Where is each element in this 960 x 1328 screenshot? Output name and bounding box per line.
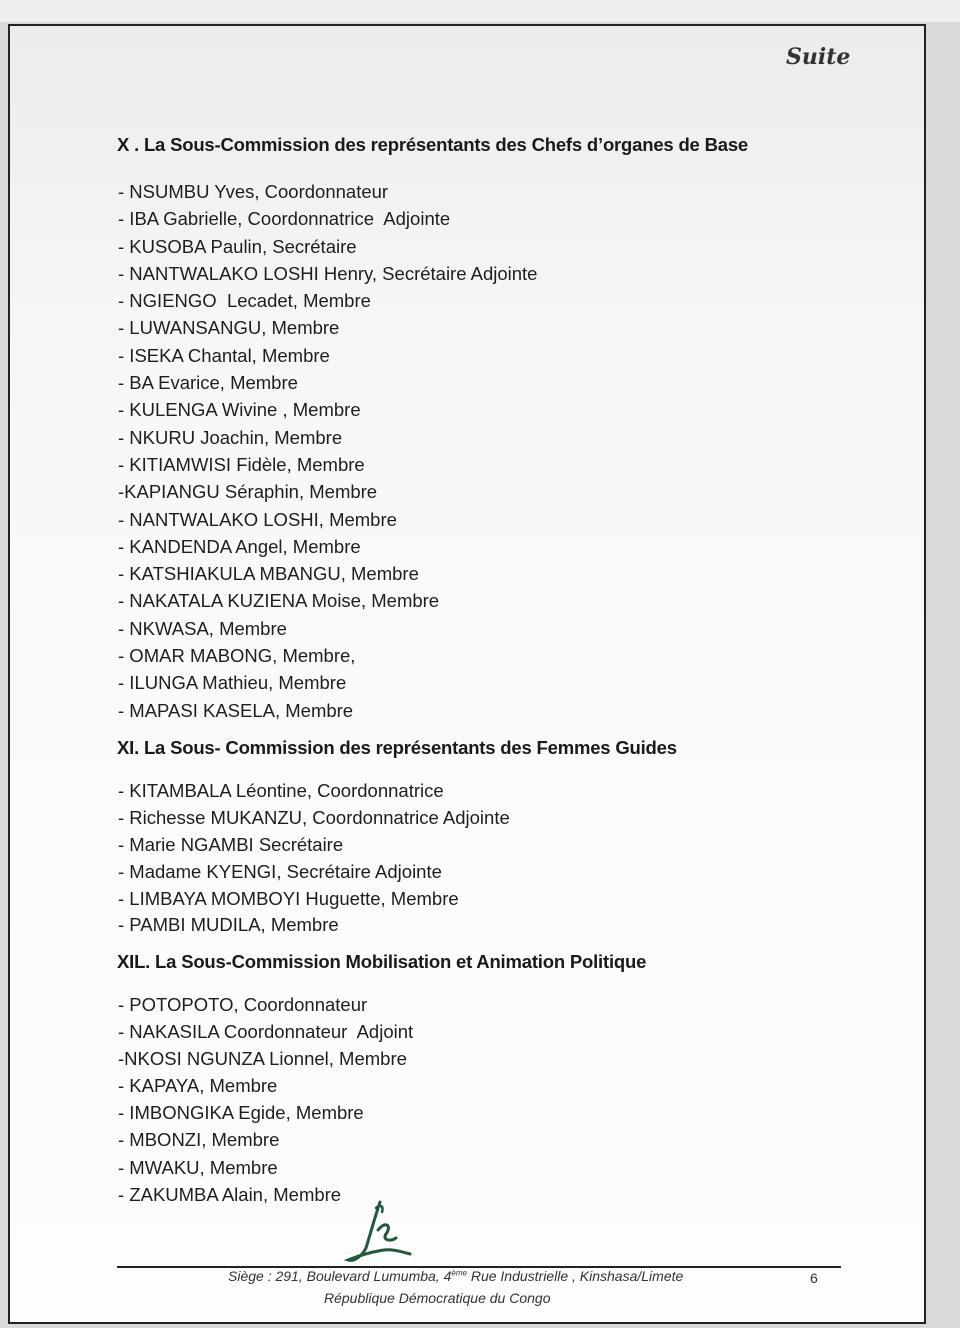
page-number: 6 xyxy=(810,1270,818,1286)
member-entry: - IBA Gabrielle, Coordonnatrice Adjointe xyxy=(118,208,451,230)
footer-country: République Démocratique du Congo xyxy=(324,1290,551,1306)
member-entry: - LUWANSANGU, Membre xyxy=(118,317,340,339)
member-entry: - PAMBI MUDILA, Membre xyxy=(118,914,339,936)
section-title-xi: XI. La Sous- Commission des représentants des Femmes Guides xyxy=(117,737,677,758)
section-title-xii: XIL. La Sous-Commission Mobilisation et Animation Politique xyxy=(117,951,647,972)
footer-address: Siège : 291, Boulevard Lumumba, 4ème Rue Industrielle , Kinshasa/Limete xyxy=(228,1268,684,1284)
section-title-x: X . La Sous-Commission des représentants des Chefs d’organes de Base xyxy=(117,134,749,155)
member-entry: - KAPAYA, Membre xyxy=(118,1075,278,1097)
member-entry: - Richesse MUKANZU, Coordonnatrice Adjointe xyxy=(118,806,510,828)
member-entry: - Marie NGAMBI Secrétaire xyxy=(118,833,344,855)
member-entry: - KITIAMWISI Fidèle, Membre xyxy=(118,453,365,475)
member-entry: - KITAMBALA Léontine, Coordonnatrice xyxy=(118,780,444,801)
member-entry: -KAPIANGU Séraphin, Membre xyxy=(118,481,378,503)
viewer-top-bar xyxy=(0,0,960,22)
member-entry: - KATSHIAKULA MBANGU, Membre xyxy=(118,563,419,585)
member-entry: - ISEKA Chantal, Membre xyxy=(118,344,330,366)
member-entry: - MAPASI KASELA, Membre xyxy=(118,699,354,721)
member-entry: - POTOPOTO, Coordonnateur xyxy=(118,994,368,1015)
member-entry: - ILUNGA Mathieu, Membre xyxy=(118,672,347,694)
suite-annotation: Suite xyxy=(786,44,851,70)
member-list-x xyxy=(118,178,537,724)
member-entry: - IMBONGIKA Egide, Membre xyxy=(118,1102,364,1124)
member-entry: - MWAKU, Membre xyxy=(118,1156,278,1178)
member-entry: - NKWASA, Membre xyxy=(118,617,287,639)
member-entry: - KUSOBA Paulin, Secrétaire xyxy=(118,235,357,257)
member-entry: - Madame KYENGI, Secrétaire Adjointe xyxy=(118,860,442,882)
member-entry: - NSUMBU Yves, Coordonnateur xyxy=(118,181,389,202)
member-entry: - NGIENGO Lecadet, Membre xyxy=(118,290,371,312)
member-entry: - OMAR MABONG, Membre, xyxy=(118,645,356,667)
member-entry: - KANDENDA Angel, Membre xyxy=(118,535,361,557)
member-entry: -NKOSI NGUNZA Lionnel, Membre xyxy=(118,1048,407,1070)
member-entry: - KULENGA Wivine , Membre xyxy=(118,399,361,421)
member-entry: - NANTWALAKO LOSHI, Membre xyxy=(118,508,397,530)
handwritten-signature xyxy=(340,1190,420,1270)
member-entry: - NAKASILA Coordonnateur Adjoint xyxy=(118,1021,414,1043)
member-entry: - MBONZI, Membre xyxy=(118,1129,280,1151)
member-entry: - NAKATALA KUZIENA Moise, Membre xyxy=(118,590,440,612)
member-entry: - ZAKUMBA Alain, Membre xyxy=(118,1183,342,1205)
member-entry: - NKURU Joachin, Membre xyxy=(118,426,343,448)
member-entry: - BA Evarice, Membre xyxy=(118,372,298,394)
member-entry: - NANTWALAKO LOSHI Henry, Secrétaire Adjointe xyxy=(118,262,538,284)
member-entry: - LIMBAYA MOMBOYI Huguette, Membre xyxy=(118,887,459,909)
member-list-xii xyxy=(118,991,413,1208)
member-list-xi xyxy=(118,778,510,939)
